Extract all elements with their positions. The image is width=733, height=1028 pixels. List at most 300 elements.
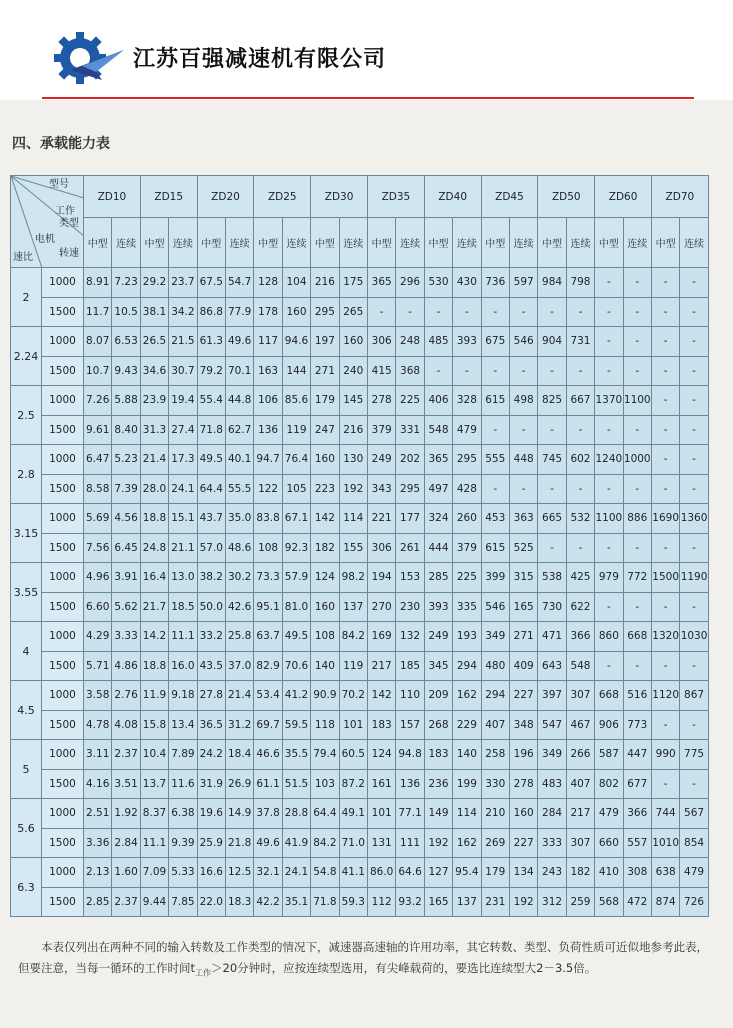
power-value-cell: 8.07 xyxy=(84,327,112,357)
power-value-cell: 217 xyxy=(566,799,594,829)
power-value-cell: - xyxy=(651,651,679,681)
footnote-subscript: 工作 xyxy=(195,968,212,978)
power-value-cell: 55.4 xyxy=(197,386,225,416)
power-value-cell: 745 xyxy=(538,445,566,475)
ratio-cell: 6.3 xyxy=(11,858,42,917)
footnote xyxy=(18,937,718,983)
power-value-cell: 71.8 xyxy=(197,415,225,445)
power-value-cell: 124 xyxy=(311,563,339,593)
power-value-cell: 410 xyxy=(595,858,623,888)
table-row xyxy=(11,386,709,416)
power-value-cell: - xyxy=(595,415,623,445)
power-value-cell: 330 xyxy=(481,769,509,799)
power-value-cell: 10.4 xyxy=(140,740,168,770)
power-value-cell: - xyxy=(538,415,566,445)
power-value-cell: - xyxy=(481,297,509,327)
power-value-cell: 860 xyxy=(595,622,623,652)
power-value-cell: 50.0 xyxy=(197,592,225,622)
table-row xyxy=(11,268,709,298)
power-value-cell: - xyxy=(538,533,566,563)
power-value-cell: 248 xyxy=(396,327,424,357)
power-value-cell: 79.4 xyxy=(311,740,339,770)
ratio-cell: 3.55 xyxy=(11,563,42,622)
model-header-zd70: ZD70 xyxy=(651,176,708,218)
table-row xyxy=(11,297,709,327)
power-value-cell: 192 xyxy=(424,828,452,858)
power-value-cell: - xyxy=(651,592,679,622)
power-value-cell: 217 xyxy=(367,651,395,681)
power-value-cell: 9.39 xyxy=(169,828,197,858)
power-value-cell: 295 xyxy=(311,297,339,327)
power-value-cell: 315 xyxy=(509,563,537,593)
power-value-cell: - xyxy=(566,415,594,445)
power-value-cell: 165 xyxy=(424,887,452,917)
header-divider xyxy=(42,97,694,99)
power-value-cell: 57.0 xyxy=(197,533,225,563)
motor-speed-cell: 1500 xyxy=(42,651,84,681)
power-value-cell: 483 xyxy=(538,769,566,799)
power-value-cell: 854 xyxy=(680,828,708,858)
table-row xyxy=(11,592,709,622)
power-value-cell: 448 xyxy=(509,445,537,475)
power-value-cell: 32.1 xyxy=(254,858,282,888)
power-value-cell: 265 xyxy=(339,297,367,327)
power-value-cell: 9.18 xyxy=(169,681,197,711)
corner-label-ratio: 速比 xyxy=(13,252,33,263)
power-value-cell: - xyxy=(396,297,424,327)
power-value-cell: 343 xyxy=(367,474,395,504)
power-value-cell: 110 xyxy=(396,681,424,711)
motor-speed-cell: 1000 xyxy=(42,504,84,534)
power-value-cell: 284 xyxy=(538,799,566,829)
power-value-cell: 18.3 xyxy=(225,887,253,917)
power-value-cell: 615 xyxy=(481,386,509,416)
power-value-cell: 675 xyxy=(481,327,509,357)
power-value-cell: 160 xyxy=(311,592,339,622)
power-value-cell: 227 xyxy=(509,828,537,858)
power-value-cell: 197 xyxy=(311,327,339,357)
power-value-cell: 210 xyxy=(481,799,509,829)
model-header-zd40: ZD40 xyxy=(424,176,481,218)
table-row xyxy=(11,828,709,858)
power-value-cell: 258 xyxy=(481,740,509,770)
power-value-cell: 333 xyxy=(538,828,566,858)
motor-speed-cell: 1500 xyxy=(42,769,84,799)
power-value-cell: 160 xyxy=(339,327,367,357)
power-value-cell: - xyxy=(623,474,651,504)
power-value-cell: 24.1 xyxy=(169,474,197,504)
power-value-cell: 136 xyxy=(396,769,424,799)
power-value-cell: 227 xyxy=(509,681,537,711)
power-value-cell: 12.5 xyxy=(225,858,253,888)
power-value-cell: 638 xyxy=(651,858,679,888)
power-value-cell: 261 xyxy=(396,533,424,563)
power-value-cell: 196 xyxy=(509,740,537,770)
power-value-cell: - xyxy=(651,327,679,357)
power-value-cell: 1120 xyxy=(651,681,679,711)
footnote-part-1: 本表仅列出在两种不同的输入转数及工作类型的情况下，减速器高速轴的许用功率，其它转数、类型、负荷性质可近似地参考此表，但要注意，当每一循环的工作时间t xyxy=(18,940,708,975)
power-value-cell: 14.9 xyxy=(225,799,253,829)
power-value-cell: 236 xyxy=(424,769,452,799)
power-value-cell: 365 xyxy=(424,445,452,475)
table-row xyxy=(11,356,709,386)
power-value-cell: 587 xyxy=(595,740,623,770)
power-value-cell: - xyxy=(538,474,566,504)
power-value-cell: 86.0 xyxy=(367,858,395,888)
power-value-cell: 15.1 xyxy=(169,504,197,534)
capacity-table xyxy=(10,175,709,917)
power-value-cell: - xyxy=(566,474,594,504)
power-value-cell: 106 xyxy=(254,386,282,416)
power-value-cell: 231 xyxy=(481,887,509,917)
power-value-cell: 308 xyxy=(623,858,651,888)
power-value-cell: 84.2 xyxy=(311,828,339,858)
power-value-cell: - xyxy=(367,297,395,327)
power-value-cell: - xyxy=(538,297,566,327)
power-value-cell: 294 xyxy=(481,681,509,711)
power-value-cell: 295 xyxy=(396,474,424,504)
power-value-cell: 38.2 xyxy=(197,563,225,593)
power-value-cell: 349 xyxy=(538,740,566,770)
power-value-cell: - xyxy=(651,533,679,563)
power-value-cell: 984 xyxy=(538,268,566,298)
power-value-cell: 260 xyxy=(453,504,481,534)
power-value-cell: 62.7 xyxy=(225,415,253,445)
power-value-cell: 479 xyxy=(453,415,481,445)
power-value-cell: 18.8 xyxy=(140,651,168,681)
power-value-cell: 16.0 xyxy=(169,651,197,681)
power-value-cell: 22.0 xyxy=(197,887,225,917)
power-value-cell: 1500 xyxy=(651,563,679,593)
power-value-cell: 144 xyxy=(282,356,310,386)
power-value-cell: 41.2 xyxy=(282,681,310,711)
power-value-cell: 117 xyxy=(254,327,282,357)
power-value-cell: 59.3 xyxy=(339,887,367,917)
power-value-cell: 7.85 xyxy=(169,887,197,917)
motor-speed-cell: 1000 xyxy=(42,386,84,416)
power-value-cell: - xyxy=(680,297,708,327)
power-value-cell: 165 xyxy=(509,592,537,622)
work-type-medium-zd70: 中型 xyxy=(651,218,679,268)
power-value-cell: 538 xyxy=(538,563,566,593)
power-value-cell: - xyxy=(481,474,509,504)
power-value-cell: 160 xyxy=(282,297,310,327)
power-value-cell: 179 xyxy=(311,386,339,416)
motor-speed-cell: 1500 xyxy=(42,592,84,622)
power-value-cell: - xyxy=(595,592,623,622)
power-value-cell: 25.8 xyxy=(225,622,253,652)
ratio-cell: 2.5 xyxy=(11,386,42,445)
power-value-cell: 31.2 xyxy=(225,710,253,740)
power-value-cell: 94.6 xyxy=(282,327,310,357)
ratio-cell: 2.8 xyxy=(11,445,42,504)
power-value-cell: - xyxy=(595,297,623,327)
power-value-cell: 19.4 xyxy=(169,386,197,416)
power-value-cell: 2.76 xyxy=(112,681,140,711)
motor-speed-cell: 1500 xyxy=(42,828,84,858)
power-value-cell: - xyxy=(481,415,509,445)
power-value-cell: 312 xyxy=(538,887,566,917)
power-value-cell: 668 xyxy=(595,681,623,711)
power-value-cell: 278 xyxy=(509,769,537,799)
power-value-cell: 2.85 xyxy=(84,887,112,917)
power-value-cell: 3.11 xyxy=(84,740,112,770)
power-value-cell: 18.4 xyxy=(225,740,253,770)
power-value-cell: - xyxy=(651,268,679,298)
model-header-zd50: ZD50 xyxy=(538,176,595,218)
table-corner-cell xyxy=(11,176,84,268)
power-value-cell: 21.5 xyxy=(169,327,197,357)
power-value-cell: 269 xyxy=(481,828,509,858)
power-value-cell: 36.5 xyxy=(197,710,225,740)
power-value-cell: - xyxy=(509,474,537,504)
power-value-cell: 677 xyxy=(623,769,651,799)
work-type-continuous-zd50: 连续 xyxy=(566,218,594,268)
power-value-cell: 271 xyxy=(311,356,339,386)
ratio-cell: 2 xyxy=(11,268,42,327)
power-value-cell: 153 xyxy=(396,563,424,593)
power-value-cell: 182 xyxy=(566,858,594,888)
power-value-cell: 295 xyxy=(453,445,481,475)
power-value-cell: 773 xyxy=(623,710,651,740)
power-value-cell: 8.40 xyxy=(112,415,140,445)
power-value-cell: 568 xyxy=(595,887,623,917)
power-value-cell: 602 xyxy=(566,445,594,475)
power-value-cell: 4.78 xyxy=(84,710,112,740)
power-value-cell: 874 xyxy=(651,887,679,917)
power-value-cell: 11.9 xyxy=(140,681,168,711)
power-value-cell: 2.37 xyxy=(112,887,140,917)
work-type-continuous-zd35: 连续 xyxy=(396,218,424,268)
capacity-table-body xyxy=(11,268,709,917)
power-value-cell: 193 xyxy=(453,622,481,652)
work-type-continuous-zd45: 连续 xyxy=(509,218,537,268)
power-value-cell: 108 xyxy=(254,533,282,563)
power-value-cell: 63.7 xyxy=(254,622,282,652)
work-type-continuous-zd40: 连续 xyxy=(453,218,481,268)
power-value-cell: 379 xyxy=(453,533,481,563)
power-value-cell: 379 xyxy=(367,415,395,445)
power-value-cell: 44.8 xyxy=(225,386,253,416)
power-value-cell: 28.8 xyxy=(282,799,310,829)
work-type-continuous-zd25: 连续 xyxy=(282,218,310,268)
power-value-cell: 21.4 xyxy=(140,445,168,475)
power-value-cell: 49.6 xyxy=(254,828,282,858)
power-value-cell: 9.44 xyxy=(140,887,168,917)
power-value-cell: 802 xyxy=(595,769,623,799)
model-header-zd10: ZD10 xyxy=(84,176,141,218)
power-value-cell: 775 xyxy=(680,740,708,770)
power-value-cell: 70.6 xyxy=(282,651,310,681)
power-value-cell: 11.7 xyxy=(84,297,112,327)
power-value-cell: - xyxy=(566,356,594,386)
power-value-cell: 111 xyxy=(396,828,424,858)
power-value-cell: 27.4 xyxy=(169,415,197,445)
model-header-zd60: ZD60 xyxy=(595,176,652,218)
power-value-cell: 555 xyxy=(481,445,509,475)
work-type-continuous-zd30: 连续 xyxy=(339,218,367,268)
power-value-cell: 46.6 xyxy=(254,740,282,770)
power-value-cell: 479 xyxy=(680,858,708,888)
power-value-cell: 163 xyxy=(254,356,282,386)
table-row xyxy=(11,563,709,593)
motor-speed-cell: 1000 xyxy=(42,681,84,711)
power-value-cell: 79.2 xyxy=(197,356,225,386)
power-value-cell: 128 xyxy=(254,268,282,298)
power-value-cell: 26.9 xyxy=(225,769,253,799)
power-value-cell: 1000 xyxy=(623,445,651,475)
work-type-medium-zd60: 中型 xyxy=(595,218,623,268)
power-value-cell: 83.8 xyxy=(254,504,282,534)
motor-speed-cell: 1000 xyxy=(42,799,84,829)
table-row xyxy=(11,474,709,504)
power-value-cell: - xyxy=(651,474,679,504)
table-row xyxy=(11,504,709,534)
power-value-cell: 497 xyxy=(424,474,452,504)
power-value-cell: 48.6 xyxy=(225,533,253,563)
power-value-cell: 85.6 xyxy=(282,386,310,416)
model-header-zd35: ZD35 xyxy=(367,176,424,218)
power-value-cell: - xyxy=(623,651,651,681)
section-title: 四、承载能力表 xyxy=(12,136,110,152)
power-value-cell: 525 xyxy=(509,533,537,563)
power-value-cell: 149 xyxy=(424,799,452,829)
power-value-cell: 21.1 xyxy=(169,533,197,563)
power-value-cell: 363 xyxy=(509,504,537,534)
table-row xyxy=(11,710,709,740)
power-value-cell: 84.2 xyxy=(339,622,367,652)
power-value-cell: - xyxy=(595,474,623,504)
power-value-cell: 479 xyxy=(595,799,623,829)
power-value-cell: 307 xyxy=(566,828,594,858)
corner-label-work-type-2: 类型 xyxy=(59,218,79,229)
work-type-medium-zd45: 中型 xyxy=(481,218,509,268)
power-value-cell: - xyxy=(623,268,651,298)
power-value-cell: 21.7 xyxy=(140,592,168,622)
motor-speed-cell: 1000 xyxy=(42,740,84,770)
power-value-cell: 1240 xyxy=(595,445,623,475)
power-value-cell: 119 xyxy=(282,415,310,445)
power-value-cell: 2.37 xyxy=(112,740,140,770)
power-value-cell: 328 xyxy=(453,386,481,416)
power-value-cell: 225 xyxy=(453,563,481,593)
power-value-cell: 3.33 xyxy=(112,622,140,652)
power-value-cell: 132 xyxy=(396,622,424,652)
power-value-cell: 1360 xyxy=(680,504,708,534)
power-value-cell: 7.39 xyxy=(112,474,140,504)
table-row xyxy=(11,651,709,681)
power-value-cell: 906 xyxy=(595,710,623,740)
power-value-cell: 268 xyxy=(424,710,452,740)
power-value-cell: 29.2 xyxy=(140,268,168,298)
power-value-cell: 13.7 xyxy=(140,769,168,799)
power-value-cell: 306 xyxy=(367,533,395,563)
power-value-cell: 2.84 xyxy=(112,828,140,858)
power-value-cell: 2.13 xyxy=(84,858,112,888)
power-value-cell: 35.1 xyxy=(282,887,310,917)
power-value-cell: 904 xyxy=(538,327,566,357)
power-value-cell: 407 xyxy=(566,769,594,799)
power-value-cell: 471 xyxy=(538,622,566,652)
power-value-cell: 27.8 xyxy=(197,681,225,711)
power-value-cell: 7.56 xyxy=(84,533,112,563)
power-value-cell: 49.6 xyxy=(225,327,253,357)
footnote-part-2: ＞20分钟时，应按连续型选用，有尖峰载荷的，要选比连续型大2－3.5倍。 xyxy=(211,961,597,975)
power-value-cell: 183 xyxy=(367,710,395,740)
power-value-cell: 307 xyxy=(566,681,594,711)
power-value-cell: 557 xyxy=(623,828,651,858)
power-value-cell: 406 xyxy=(424,386,452,416)
power-value-cell: 399 xyxy=(481,563,509,593)
power-value-cell: 93.2 xyxy=(396,887,424,917)
power-value-cell: 271 xyxy=(509,622,537,652)
power-value-cell: - xyxy=(651,769,679,799)
power-value-cell: 296 xyxy=(396,268,424,298)
power-value-cell: 86.8 xyxy=(197,297,225,327)
work-type-continuous-zd10: 连续 xyxy=(112,218,140,268)
power-value-cell: - xyxy=(453,356,481,386)
power-value-cell: 57.9 xyxy=(282,563,310,593)
power-value-cell: 393 xyxy=(453,327,481,357)
power-value-cell: 71.8 xyxy=(311,887,339,917)
power-value-cell: - xyxy=(566,533,594,563)
power-value-cell: 660 xyxy=(595,828,623,858)
power-value-cell: 169 xyxy=(367,622,395,652)
power-value-cell: - xyxy=(538,356,566,386)
power-value-cell: 140 xyxy=(311,651,339,681)
power-value-cell: 731 xyxy=(566,327,594,357)
power-value-cell: 87.2 xyxy=(339,769,367,799)
power-value-cell: 185 xyxy=(396,651,424,681)
power-value-cell: 1100 xyxy=(595,504,623,534)
power-value-cell: 61.1 xyxy=(254,769,282,799)
power-value-cell: 2.51 xyxy=(84,799,112,829)
power-value-cell: 294 xyxy=(453,651,481,681)
power-value-cell: 8.58 xyxy=(84,474,112,504)
power-value-cell: 38.1 xyxy=(140,297,168,327)
power-value-cell: 3.91 xyxy=(112,563,140,593)
power-value-cell: 485 xyxy=(424,327,452,357)
power-value-cell: 24.1 xyxy=(282,858,310,888)
power-value-cell: - xyxy=(680,356,708,386)
power-value-cell: - xyxy=(680,474,708,504)
power-value-cell: 17.3 xyxy=(169,445,197,475)
power-value-cell: 67.1 xyxy=(282,504,310,534)
power-value-cell: - xyxy=(680,386,708,416)
power-value-cell: 5.69 xyxy=(84,504,112,534)
power-value-cell: 14.2 xyxy=(140,622,168,652)
power-value-cell: 1010 xyxy=(651,828,679,858)
power-value-cell: 1370 xyxy=(595,386,623,416)
power-value-cell: 108 xyxy=(311,622,339,652)
table-row xyxy=(11,327,709,357)
power-value-cell: 114 xyxy=(339,504,367,534)
power-value-cell: 142 xyxy=(367,681,395,711)
power-value-cell: 101 xyxy=(339,710,367,740)
power-value-cell: 95.4 xyxy=(453,858,481,888)
table-row xyxy=(11,681,709,711)
power-value-cell: 498 xyxy=(509,386,537,416)
power-value-cell: 49.5 xyxy=(197,445,225,475)
model-header-row xyxy=(11,176,709,218)
work-type-medium-zd20: 中型 xyxy=(197,218,225,268)
power-value-cell: 7.09 xyxy=(140,858,168,888)
power-value-cell: 101 xyxy=(367,799,395,829)
power-value-cell: 55.5 xyxy=(225,474,253,504)
power-value-cell: 6.53 xyxy=(112,327,140,357)
power-value-cell: 667 xyxy=(566,386,594,416)
power-value-cell: 33.2 xyxy=(197,622,225,652)
